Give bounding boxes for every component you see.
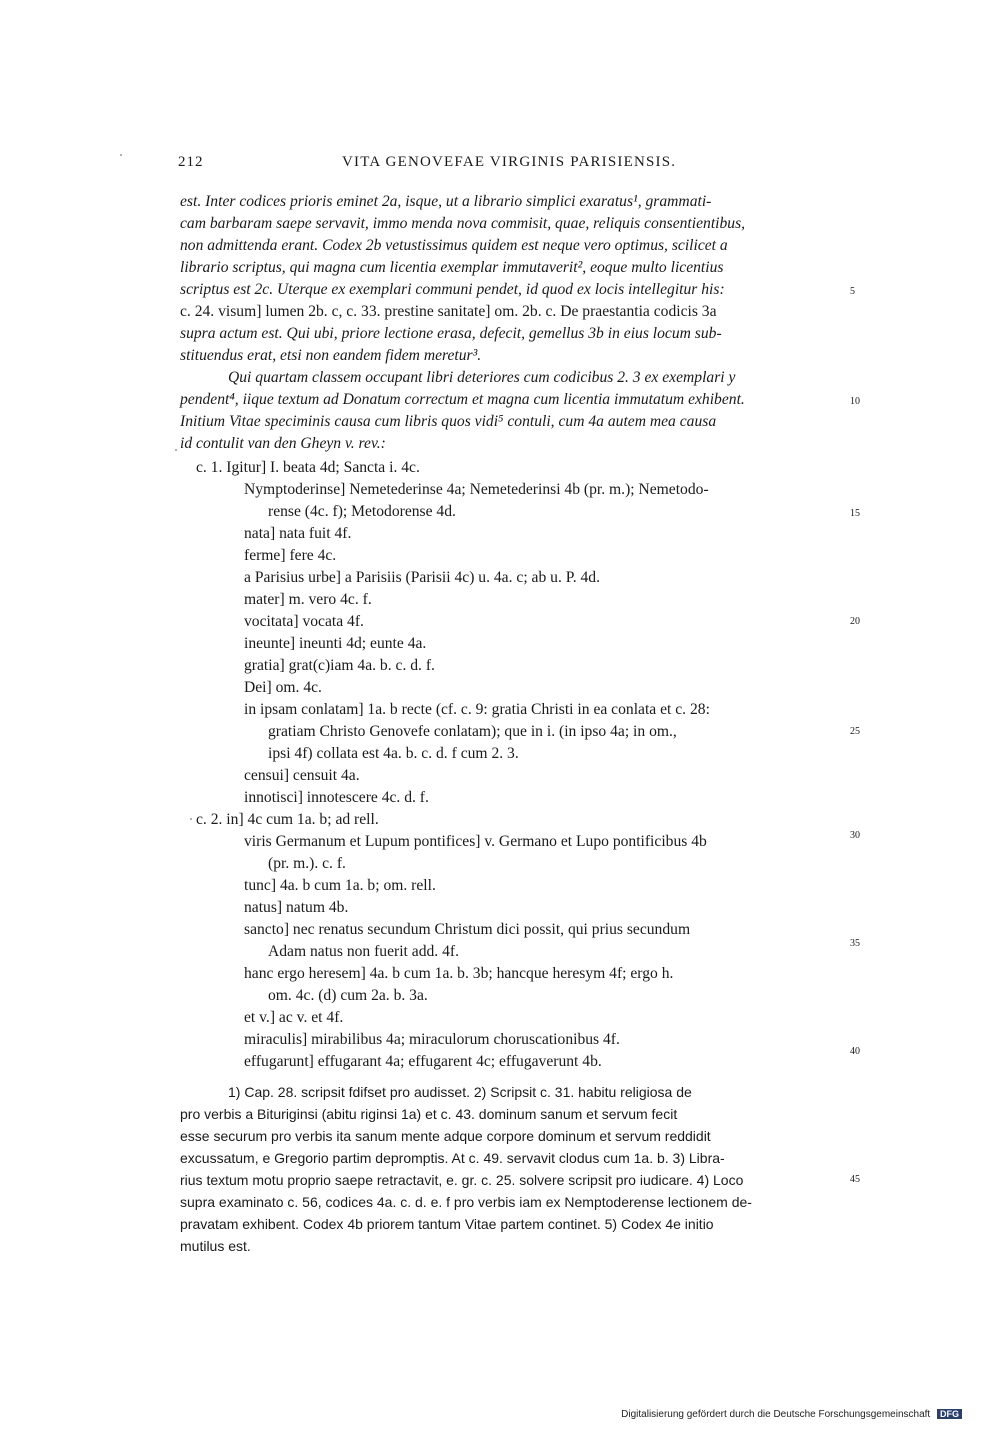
text-line: stituendus erat, etsi non eandem fidem meretur³.: [180, 347, 482, 364]
line-number: 15: [850, 508, 860, 519]
apparatus-entry: om. 4c. (d) cum 2a. b. 3a.: [268, 987, 428, 1004]
apparatus-entry: ferme] fere 4c.: [244, 547, 337, 564]
text-line: non admittenda erant. Codex 2b vetustissimus quidem est neque vero optimus, scilicet a: [180, 237, 728, 254]
running-header: [178, 154, 845, 176]
apparatus-entry: sancto] nec renatus secundum Christum dici possit, qui prius secundum: [244, 921, 691, 938]
page-number: 212: [178, 154, 204, 170]
apparatus-entry: ineunte] ineunti 4d; eunte 4a.: [244, 635, 427, 652]
text-line: id contulit van den Gheyn v. rev.:: [180, 435, 386, 452]
text-line: librario scriptus, qui magna cum licentia exemplar immutaverit², eoque multo licentius: [180, 259, 724, 276]
line-number: 20: [850, 616, 860, 627]
line-number: 10: [850, 396, 860, 407]
apparatus-entry: innotisci] innotescere 4c. d. f.: [244, 789, 429, 806]
apparatus-entry: miraculis] mirabilibus 4a; miraculorum choruscationibus 4f.: [244, 1031, 620, 1048]
apparatus-entry: Adam natus non fuerit add. 4f.: [268, 943, 459, 960]
apparatus-entry: in ipsam conlatam] 1a. b recte (cf. c. 9: gratia Christi in ea conlata et c. 28:: [244, 701, 710, 718]
apparatus-entry: et v.] ac v. et 4f.: [244, 1009, 344, 1026]
apparatus-entry: ipsi 4f) collata est 4a. b. c. d. f cum 2. 3.: [268, 745, 519, 762]
footnote-line: supra examinato c. 56, codices 4a. c. d. e. f pro verbis iam ex Nemptoderense lectionem de-: [180, 1194, 752, 1210]
footnote-line: pravatam exhibent. Codex 4b priorem tantum Vitae partem continet. 5) Codex 4e initio: [180, 1216, 714, 1232]
credit-text: Digitalisierung gefördert durch die Deutsche Forschungsgemeinschaft: [621, 1409, 931, 1420]
apparatus-entry: gratia] grat(c)iam 4a. b. c. d. f.: [244, 657, 435, 674]
line-number: 45: [850, 1174, 860, 1185]
apparatus-entry: c. 2. in] 4c cum 1a. b; ad rell.: [196, 811, 379, 828]
line-number: 30: [850, 830, 860, 841]
apparatus-entry: censui] censuit 4a.: [244, 767, 360, 784]
apparatus-entry: a Parisius urbe] a Parisiis (Parisii 4c) u. 4a. c; ab u. P. 4d.: [244, 569, 600, 586]
line-number: 35: [850, 938, 860, 949]
apparatus-entry: viris Germanum et Lupum pontifices] v. Germano et Lupo pontificibus 4b: [244, 833, 707, 850]
line-number: 25: [850, 726, 860, 737]
apparatus-entry: rense (4c. f); Metodorense 4d.: [268, 503, 456, 520]
apparatus-entry: natus] natum 4b.: [244, 899, 349, 916]
apparatus-entry: effugarunt] effugarant 4a; effugarent 4c; effugaverunt 4b.: [244, 1053, 602, 1070]
line-number: 5: [850, 286, 855, 297]
apparatus-entry: Nymptoderinse] Nemetederinse 4a; Nemetederinsi 4b (pr. m.); Nemetodo-: [244, 481, 709, 498]
apparatus-entry: mater] m. vero 4c. f.: [244, 591, 372, 608]
scan-speck: [190, 818, 192, 820]
apparatus-entry: Dei] om. 4c.: [244, 679, 322, 696]
text-line: c. 24. visum] lumen 2b. c, c. 33. prestine sanitate] om. 2b. c. De praestantia codicis 3a: [180, 303, 717, 320]
text-line: pendent⁴, iique textum ad Donatum correctum et magna cum licentia immutatum exhibent.: [180, 391, 745, 408]
running-title: VITA GENOVEFAE VIRGINIS PARISIENSIS.: [342, 154, 677, 170]
text-line: Qui quartam classem occupant libri deteriores cum codicibus 2. 3 ex exemplari y: [228, 369, 736, 386]
apparatus-entry: vocitata] vocata 4f.: [244, 613, 364, 630]
text-line: est. Inter codices prioris eminet 2a, isque, ut a librario simplici exaratus¹, grammati-: [180, 193, 712, 210]
apparatus-entry: (pr. m.). c. f.: [268, 855, 346, 872]
apparatus-entry: c. 1. Igitur] I. beata 4d; Sancta i. 4c.: [196, 459, 420, 476]
text-line: scriptus est 2c. Uterque ex exemplari communi pendet, id quod ex locis intellegitur his:: [180, 281, 725, 298]
text-line: Initium Vitae speciminis causa cum libris quos vidi⁵ contuli, cum 4a autem mea causa: [180, 413, 717, 430]
dfg-logo: DFG: [937, 1409, 962, 1419]
text-line: cam barbaram saepe servavit, immo menda nova commisit, quae, reliquis consentientibus,: [180, 215, 746, 232]
line-number: 40: [850, 1046, 860, 1057]
scan-speck: [175, 449, 177, 451]
footnote-line: mutilus est.: [180, 1238, 251, 1254]
footnote-line: excussatum, e Gregorio partim depromptis. At c. 49. servavit clodus cum 1a. b. 3) Libra-: [180, 1150, 725, 1166]
digitization-credit: [621, 1409, 962, 1420]
footnote-line: 1) Cap. 28. scripsit fdifset pro audisset. 2) Scripsit c. 31. habitu religiosa de: [228, 1084, 692, 1100]
apparatus-entry: gratiam Christo Genovefe conlatam); que in i. (in ipso 4a; in om.,: [268, 723, 677, 740]
text-line: supra actum est. Qui ubi, priore lectione erasa, defecit, gemellus 3b in eius locum sub-: [180, 325, 722, 342]
scan-speck: [120, 154, 122, 156]
apparatus-entry: hanc ergo heresem] 4a. b cum 1a. b. 3b; hancque heresym 4f; ergo h.: [244, 965, 674, 982]
apparatus-entry: nata] nata fuit 4f.: [244, 525, 352, 542]
apparatus-entry: tunc] 4a. b cum 1a. b; om. rell.: [244, 877, 436, 894]
footnote-line: pro verbis a Bituriginsi (abitu riginsi 1a) et c. 43. dominum sanum et servum fecit: [180, 1106, 678, 1122]
footnote-line: esse securum pro verbis ita sanum mente adque corpore dominum et servum reddidit: [180, 1128, 711, 1144]
footnote-line: rius textum motu proprio saepe retractavit, e. gr. c. 25. solvere scripsit pro iudicare. 4) Loco: [180, 1172, 744, 1188]
